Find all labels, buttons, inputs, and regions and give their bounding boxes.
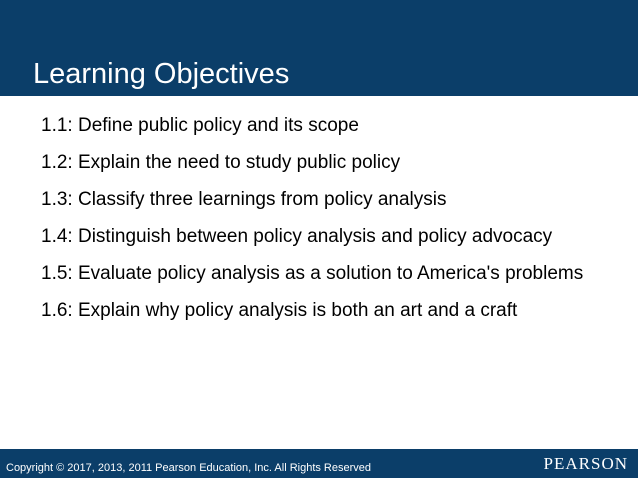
objective-item: 1.2: Explain the need to study public policy <box>41 152 401 173</box>
pearson-logo: PEARSON <box>543 454 628 473</box>
copyright-notice: Copyright © 2017, 2013, 2011 Pearson Education, Inc. All Rights Reserved <box>6 462 372 474</box>
header-bar <box>0 0 638 96</box>
objectives-list <box>41 114 621 336</box>
objective-item: 1.4: Distinguish between policy analysis and policy advocacy <box>41 226 553 247</box>
objective-item: 1.3: Classify three learnings from policy analysis <box>41 189 447 210</box>
footer-bar <box>0 449 638 478</box>
objective-item: 1.6: Explain why policy analysis is both an art and a craft <box>41 300 518 321</box>
objective-item: 1.1: Define public policy and its scope <box>41 115 359 136</box>
slide-title: Learning Objectives <box>33 58 290 90</box>
objective-item: 1.5: Evaluate policy analysis as a solution to America's problems <box>41 263 584 284</box>
